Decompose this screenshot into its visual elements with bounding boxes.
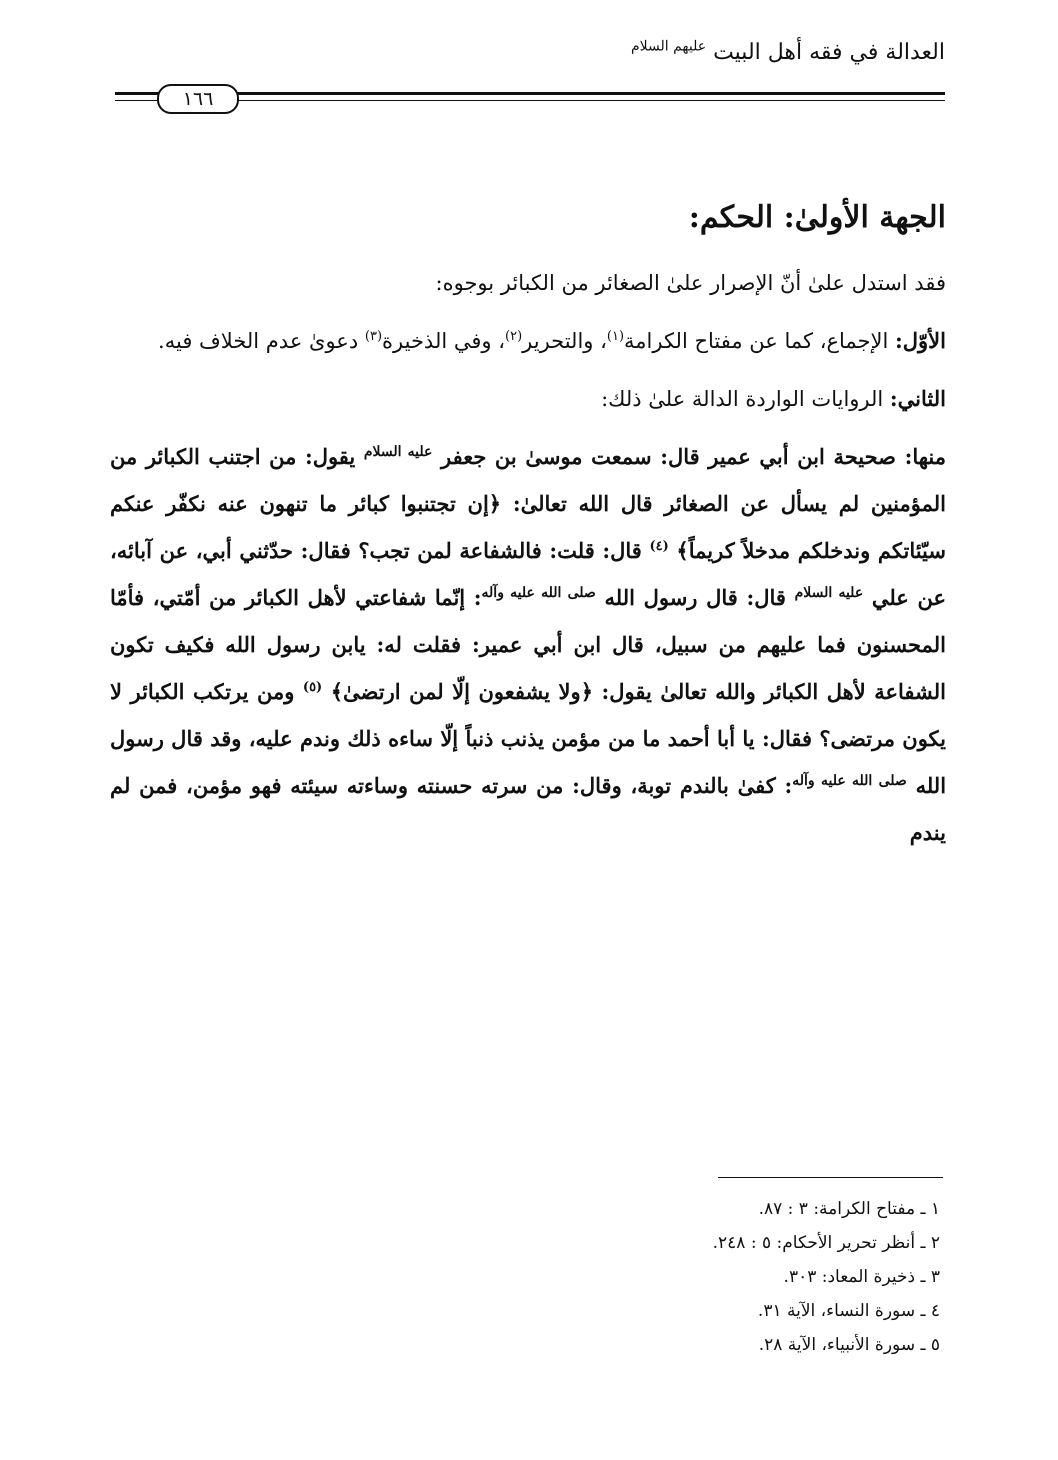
section-heading: الجهة الأولىٰ: الحكم: <box>688 200 946 235</box>
quran-verse-1: إن تجتنبوا كبائر ما تنهون عنه نكفّر عنكم سيّئاتكم وندخلكم مدخلاً كريماً <box>110 491 946 563</box>
footnote-item: ٤ ـ سورة النساء، الآية ٣١. <box>757 1301 940 1321</box>
first-text-a: الإجماع، كما عن مفتاح الكرامة <box>624 329 896 353</box>
first-text-d: دعوىٰ عدم الخلاف فيه. <box>158 329 365 353</box>
footnotes-list <box>440 1192 940 1362</box>
second-label: الثاني: <box>889 386 946 411</box>
honorific-symbol-1: عليه السلام <box>363 444 433 460</box>
second-text: الروايات الواردة الدالة علىٰ ذلك: <box>601 387 890 411</box>
second-evidence-paragraph <box>110 375 946 423</box>
footnote-item: ٢ ـ أنظر تحرير الأحكام: ٥ : ٢٤٨. <box>712 1233 940 1253</box>
honorific-symbol-3: صلى الله عليه وآله <box>481 585 596 601</box>
honorific-symbol: عليهم السلام <box>630 38 707 55</box>
running-title <box>631 40 945 65</box>
header-rule-thick <box>115 92 945 95</box>
footnote-item: ٥ ـ سورة الأنبياء، الآية ٢٨. <box>758 1335 940 1355</box>
narration-part-3: قال: قلت: فالشفاعة لمن تجب؟ فقال: حدّثني أبي، عن آبائه، عن علي <box>110 538 947 610</box>
intro-paragraph: فقد استدل علىٰ أنّ الإصرار علىٰ الصغائر من الكبائر بوجوه: <box>435 271 946 295</box>
quran-bracket-close: ﴾ <box>676 538 689 563</box>
page-number: ١٦٦ <box>157 84 239 114</box>
running-title-text: العدالة في فقه أهل البيت <box>713 40 945 65</box>
quran-bracket-close-2: ﴾ <box>330 679 344 704</box>
narration-part-5: : إنّما شفاعتي لأهل الكبائر من أمّتي، فأمّا المحسنون فما عليهم من سبيل، قال ابن أبي عمير: فقلت له: يابن رسول الله فكيف تكون الشفاعة لأهل الكبائر والله تعالىٰ يقول: <box>110 585 946 704</box>
quran-bracket-open-2: ﴿ <box>580 679 593 704</box>
narration-part-7: : كفىٰ بالندم توبة، وقال: من سرته حسنته وساءته سيئته فهو مؤمن، فمن لم يندم <box>110 773 946 845</box>
footnote-separator <box>718 1177 943 1178</box>
narration-part-4: قال: قال رسول الله <box>604 585 795 610</box>
main-text <box>110 192 946 856</box>
narration-paragraph <box>110 433 946 856</box>
footnote-ref-2[interactable]: (٢) <box>505 329 523 344</box>
quran-verse-2: ولا يشفعون إلّا لمن ارتضىٰ <box>343 679 581 704</box>
narration-part-6: ومن يرتكب الكبائر لا يكون مرتضى؟ فقال: يا أبا أحمد ما من مؤمن يذنب ذنباً إلّا ساءه ذلك وندم عليه، وقد قال رسول الله <box>110 679 947 798</box>
footnote-ref-4[interactable]: (٤) <box>649 539 669 554</box>
page-header <box>115 40 945 120</box>
quran-bracket-open: ﴿ <box>488 491 502 516</box>
first-text-b: ، والتحرير <box>522 329 607 353</box>
footnote-ref-3[interactable]: (٣) <box>364 329 383 344</box>
honorific-symbol-2: عليه السلام <box>794 585 864 601</box>
honorific-symbol-4: صلى الله عليه وآله <box>792 773 907 789</box>
footnote-ref-5[interactable]: (٥) <box>302 680 323 695</box>
header-rule-thin <box>115 100 945 101</box>
footnote-item: ١ ـ مفتاح الكرامة: ٣ : ٨٧. <box>758 1199 940 1219</box>
first-text-c: ، وفي الذخيرة <box>382 329 505 353</box>
footnote-ref-1[interactable]: (١) <box>606 329 625 344</box>
footnote-item: ٣ ـ ذخيرة المعاد: ٣٠٣. <box>783 1267 940 1287</box>
first-label: الأوّل: <box>895 328 946 353</box>
narration-part-2: يقول: من اجتنب الكبائر من المؤمنين لم يسأل عن الصغائر قال الله تعالىٰ: <box>110 444 946 516</box>
first-evidence-paragraph <box>110 317 946 365</box>
narration-part-1: منها: صحيحة ابن أبي عمير قال: سمعت موسىٰ بن جعفر <box>441 444 946 469</box>
